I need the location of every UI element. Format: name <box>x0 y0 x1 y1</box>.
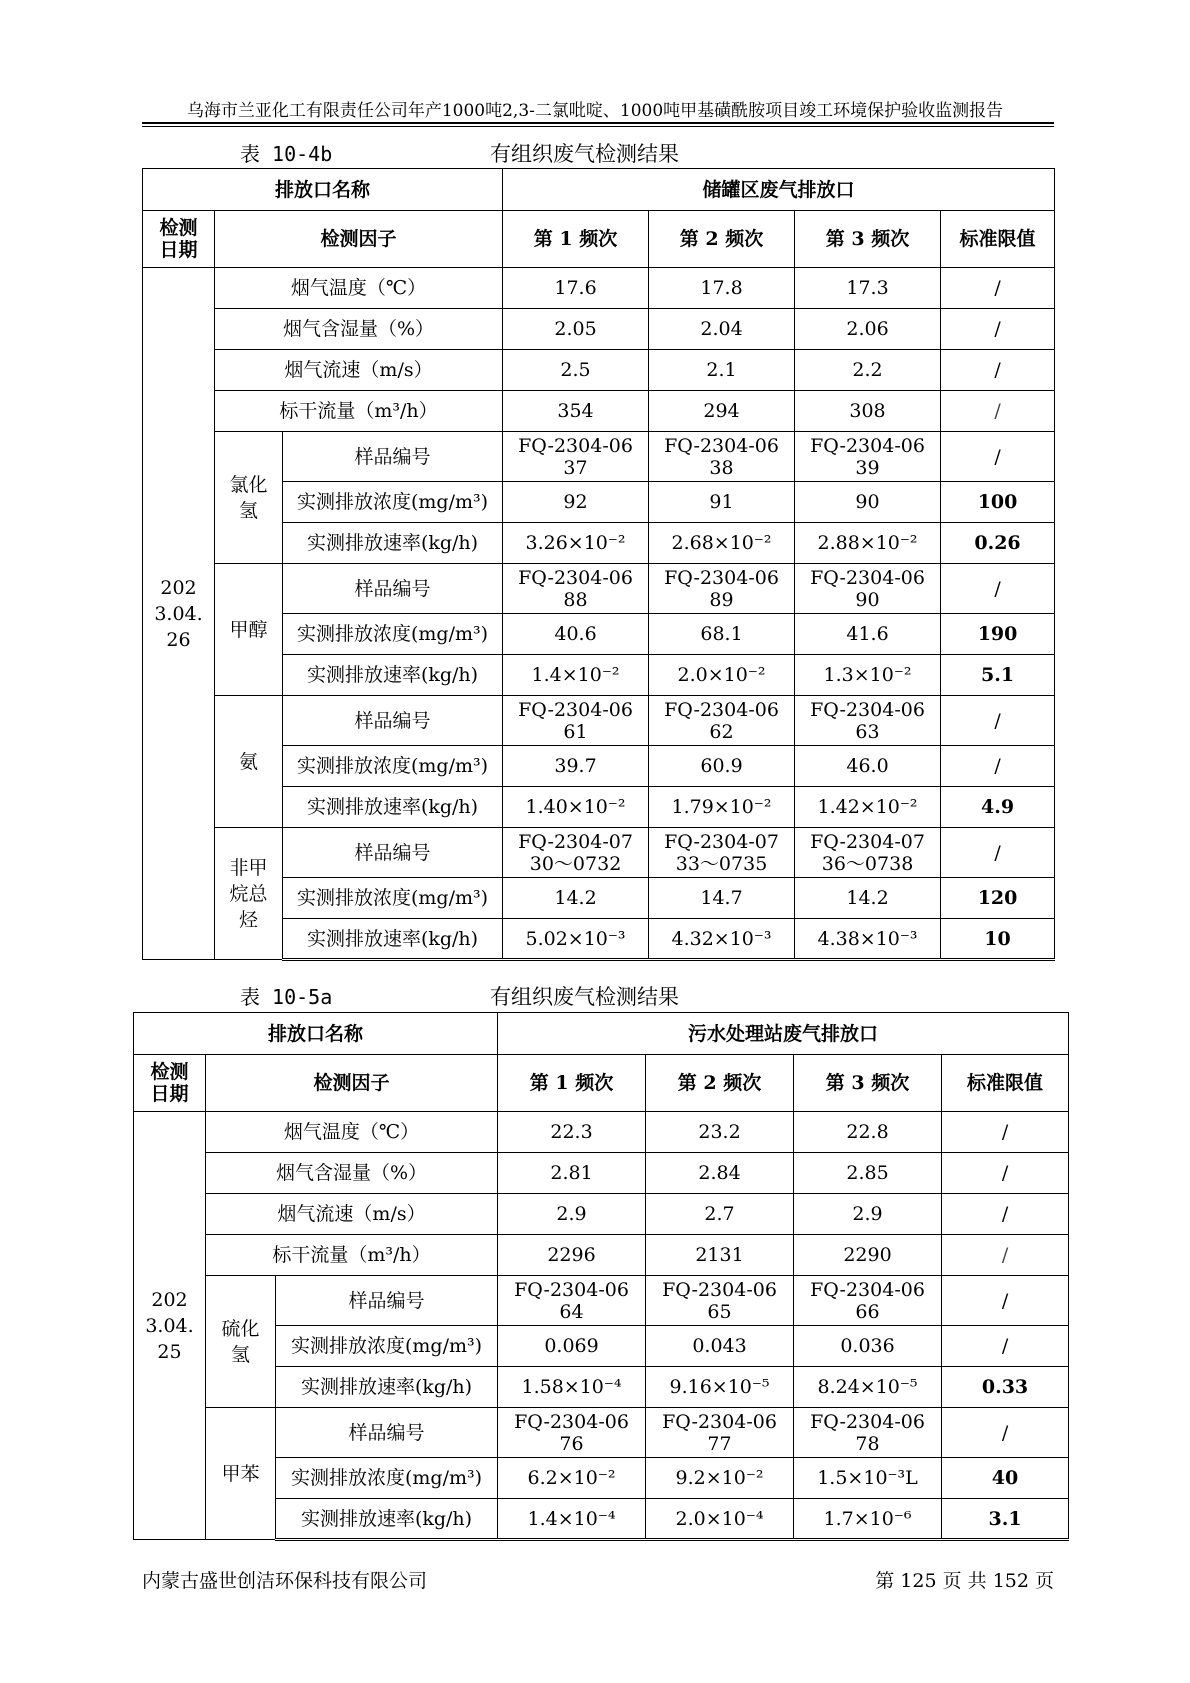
value-cell: 294 <box>649 391 795 432</box>
value-cell: 90 <box>795 482 941 523</box>
column-header: 第 2 频次 <box>649 211 795 268</box>
value-cell: 22.3 <box>498 1112 646 1153</box>
value-cell: 1.4×10⁻⁴ <box>498 1499 646 1540</box>
value-cell: 17.6 <box>503 268 649 309</box>
factor-item: 实测排放速率(kg/h) <box>283 787 503 828</box>
factor-label: 检测因子 <box>206 1055 498 1112</box>
pollutant-name: 氨 <box>215 696 283 828</box>
table-row <box>143 391 1055 432</box>
value-cell: 14.2 <box>795 878 941 919</box>
limit-cell: / <box>942 1112 1069 1153</box>
value-cell: 2.04 <box>649 309 795 350</box>
factor-item: 实测排放速率(kg/h) <box>276 1367 498 1408</box>
column-header: 第 3 频次 <box>794 1055 942 1112</box>
limit-cell: 0.26 <box>941 523 1055 564</box>
outlet-name: 污水处理站废气排放口 <box>498 1013 1069 1055</box>
sample-id-cell: FQ-2304-0736～0738 <box>795 828 941 878</box>
table-row <box>143 350 1055 391</box>
table-row <box>134 1194 1069 1235</box>
outlet-row <box>143 169 1055 211</box>
value-cell: 5.02×10⁻³ <box>503 919 649 960</box>
pollutant-name: 硫化氢 <box>206 1276 276 1408</box>
value-cell: 2.81 <box>498 1153 646 1194</box>
factor-item: 实测排放浓度(mg/m³) <box>283 482 503 523</box>
pollutant-name: 非甲烷总烃 <box>215 828 283 960</box>
value-cell: 2.88×10⁻² <box>795 523 941 564</box>
footer-company: 内蒙古盛世创洁环保科技有限公司 <box>142 1570 428 1592</box>
column-header: 标准限值 <box>942 1055 1069 1112</box>
value-cell: 2.85 <box>794 1153 942 1194</box>
sample-id-cell: FQ-2304-0664 <box>498 1276 646 1326</box>
value-cell: 9.16×10⁻⁵ <box>646 1367 794 1408</box>
value-cell: 41.6 <box>795 614 941 655</box>
table-row <box>134 1408 1069 1458</box>
value-cell: 354 <box>503 391 649 432</box>
factor-item: 样品编号 <box>276 1408 498 1458</box>
value-cell: 2296 <box>498 1235 646 1276</box>
factor-item: 样品编号 <box>283 564 503 614</box>
value-cell: 6.2×10⁻² <box>498 1458 646 1499</box>
value-cell: 68.1 <box>649 614 795 655</box>
value-cell: 0.069 <box>498 1326 646 1367</box>
outlet-label: 排放口名称 <box>143 169 503 211</box>
limit-cell: / <box>942 1153 1069 1194</box>
factor-item: 样品编号 <box>283 828 503 878</box>
value-cell: 1.7×10⁻⁶ <box>794 1499 942 1540</box>
value-cell: 2.2 <box>795 350 941 391</box>
limit-cell: 120 <box>941 878 1055 919</box>
limit-cell: 10 <box>941 919 1055 960</box>
limit-cell: / <box>942 1235 1069 1276</box>
sample-id-cell: FQ-2304-0688 <box>503 564 649 614</box>
value-cell: 4.32×10⁻³ <box>649 919 795 960</box>
factor-item: 实测排放速率(kg/h) <box>283 919 503 960</box>
limit-cell: 190 <box>941 614 1055 655</box>
value-cell: 2.9 <box>794 1194 942 1235</box>
sample-id-cell: FQ-2304-0690 <box>795 564 941 614</box>
table-row <box>134 1276 1069 1326</box>
column-header-row <box>143 211 1055 268</box>
factor-item: 实测排放浓度(mg/m³) <box>283 878 503 919</box>
column-header: 标准限值 <box>941 211 1055 268</box>
value-cell: 60.9 <box>649 746 795 787</box>
sample-id-cell: FQ-2304-0666 <box>794 1276 942 1326</box>
table-row <box>143 432 1055 482</box>
value-cell: 2.9 <box>498 1194 646 1235</box>
sample-id-cell: FQ-2304-0637 <box>503 432 649 482</box>
value-cell: 1.79×10⁻² <box>649 787 795 828</box>
value-cell: 92 <box>503 482 649 523</box>
value-cell: 22.8 <box>794 1112 942 1153</box>
sample-id-cell: FQ-2304-0733～0735 <box>649 828 795 878</box>
sample-id-cell: FQ-2304-0662 <box>649 696 795 746</box>
factor-item: 实测排放速率(kg/h) <box>276 1499 498 1540</box>
table-title: 有组织废气检测结果 <box>490 985 679 1009</box>
value-cell: 17.3 <box>795 268 941 309</box>
table-10-4b <box>142 168 1055 961</box>
sample-id-cell: FQ-2304-0663 <box>795 696 941 746</box>
value-cell: 14.7 <box>649 878 795 919</box>
limit-cell: / <box>942 1276 1069 1326</box>
value-cell: 3.26×10⁻² <box>503 523 649 564</box>
value-cell: 4.38×10⁻³ <box>795 919 941 960</box>
pollutant-name: 氯化氢 <box>215 432 283 564</box>
value-cell: 308 <box>795 391 941 432</box>
factor-name: 烟气流速（m/s） <box>215 350 503 391</box>
column-header: 第 1 频次 <box>498 1055 646 1112</box>
factor-item: 样品编号 <box>283 696 503 746</box>
date-label: 检测日期 <box>143 211 215 268</box>
factor-item: 实测排放浓度(mg/m³) <box>276 1326 498 1367</box>
sample-id-cell: FQ-2304-0677 <box>646 1408 794 1458</box>
value-cell: 1.58×10⁻⁴ <box>498 1367 646 1408</box>
column-header: 第 1 频次 <box>503 211 649 268</box>
table-number: 表 10-4b <box>240 142 333 166</box>
value-cell: 2.68×10⁻² <box>649 523 795 564</box>
test-date: 2023.04.26 <box>143 268 215 960</box>
value-cell: 2290 <box>794 1235 942 1276</box>
sample-id-cell: FQ-2304-0730～0732 <box>503 828 649 878</box>
outlet-name: 储罐区废气排放口 <box>503 169 1055 211</box>
outlet-row <box>134 1013 1069 1055</box>
limit-cell: 3.1 <box>942 1499 1069 1540</box>
limit-cell: / <box>941 391 1055 432</box>
value-cell: 1.5×10⁻³L <box>794 1458 942 1499</box>
sample-id-cell: FQ-2304-0638 <box>649 432 795 482</box>
footer-page-number: 第 125 页 共 152 页 <box>875 1570 1054 1592</box>
value-cell: 2.0×10⁻⁴ <box>646 1499 794 1540</box>
factor-item: 样品编号 <box>283 432 503 482</box>
limit-cell: 100 <box>941 482 1055 523</box>
date-label: 检测日期 <box>134 1055 206 1112</box>
table-row <box>143 309 1055 350</box>
pollutant-name: 甲苯 <box>206 1408 276 1540</box>
limit-cell: 5.1 <box>941 655 1055 696</box>
test-date: 2023.04.25 <box>134 1112 206 1540</box>
value-cell: 46.0 <box>795 746 941 787</box>
limit-cell: / <box>941 746 1055 787</box>
value-cell: 14.2 <box>503 878 649 919</box>
outlet-label: 排放口名称 <box>134 1013 498 1055</box>
value-cell: 0.036 <box>794 1326 942 1367</box>
limit-cell: 0.33 <box>942 1367 1069 1408</box>
limit-cell: / <box>941 828 1055 878</box>
page-header: 乌海市兰亚化工有限责任公司年产1000吨2,3-二氯吡啶、1000吨甲基磺酰胺项目竣工环境保护验收监测报告 <box>186 101 1004 121</box>
limit-cell: / <box>941 268 1055 309</box>
pollutant-name: 甲醇 <box>215 564 283 696</box>
value-cell: 17.8 <box>649 268 795 309</box>
sample-id-cell: FQ-2304-0639 <box>795 432 941 482</box>
table-row <box>134 1153 1069 1194</box>
limit-cell: / <box>941 564 1055 614</box>
value-cell: 91 <box>649 482 795 523</box>
factor-name: 烟气含湿量（%） <box>215 309 503 350</box>
factor-item: 实测排放速率(kg/h) <box>283 523 503 564</box>
value-cell: 39.7 <box>503 746 649 787</box>
value-cell: 2131 <box>646 1235 794 1276</box>
limit-cell: / <box>941 696 1055 746</box>
limit-cell: 40 <box>942 1458 1069 1499</box>
value-cell: 2.84 <box>646 1153 794 1194</box>
value-cell: 23.2 <box>646 1112 794 1153</box>
value-cell: 2.05 <box>503 309 649 350</box>
limit-cell: / <box>942 1408 1069 1458</box>
factor-name: 烟气温度（℃） <box>215 268 503 309</box>
table-row <box>143 828 1055 878</box>
factor-item: 样品编号 <box>276 1276 498 1326</box>
sample-id-cell: FQ-2304-0661 <box>503 696 649 746</box>
column-header-row <box>134 1055 1069 1112</box>
value-cell: 2.5 <box>503 350 649 391</box>
value-cell: 8.24×10⁻⁵ <box>794 1367 942 1408</box>
value-cell: 0.043 <box>646 1326 794 1367</box>
table-row <box>143 696 1055 746</box>
factor-name: 标干流量（m³/h） <box>215 391 503 432</box>
table-row <box>143 268 1055 309</box>
header-rule-thin <box>142 126 1054 127</box>
value-cell: 9.2×10⁻² <box>646 1458 794 1499</box>
sample-id-cell: FQ-2304-0676 <box>498 1408 646 1458</box>
factor-item: 实测排放速率(kg/h) <box>283 655 503 696</box>
table-caption <box>240 138 332 167</box>
factor-item: 实测排放浓度(mg/m³) <box>283 614 503 655</box>
factor-item: 实测排放浓度(mg/m³) <box>283 746 503 787</box>
limit-cell: / <box>941 432 1055 482</box>
value-cell: 1.42×10⁻² <box>795 787 941 828</box>
limit-cell: / <box>942 1194 1069 1235</box>
value-cell: 1.3×10⁻² <box>795 655 941 696</box>
table-caption <box>240 981 332 1010</box>
sample-id-cell: FQ-2304-0678 <box>794 1408 942 1458</box>
table-10-5a <box>133 1012 1069 1541</box>
sample-id-cell: FQ-2304-0689 <box>649 564 795 614</box>
table-row <box>143 564 1055 614</box>
value-cell: 40.6 <box>503 614 649 655</box>
value-cell: 2.1 <box>649 350 795 391</box>
limit-cell: / <box>941 350 1055 391</box>
value-cell: 2.06 <box>795 309 941 350</box>
limit-cell: 4.9 <box>941 787 1055 828</box>
header-rule <box>142 122 1054 124</box>
column-header: 第 2 频次 <box>646 1055 794 1112</box>
table-number: 表 10-5a <box>240 985 333 1009</box>
table-row <box>134 1112 1069 1153</box>
factor-item: 实测排放浓度(mg/m³) <box>276 1458 498 1499</box>
factor-label: 检测因子 <box>215 211 503 268</box>
value-cell: 2.7 <box>646 1194 794 1235</box>
factor-name: 标干流量（m³/h） <box>206 1235 498 1276</box>
table-title: 有组织废气检测结果 <box>490 142 679 166</box>
factor-name: 烟气流速（m/s） <box>206 1194 498 1235</box>
factor-name: 烟气含湿量（%） <box>206 1153 498 1194</box>
value-cell: 2.0×10⁻² <box>649 655 795 696</box>
column-header: 第 3 频次 <box>795 211 941 268</box>
table-row <box>134 1235 1069 1276</box>
sample-id-cell: FQ-2304-0665 <box>646 1276 794 1326</box>
limit-cell: / <box>941 309 1055 350</box>
factor-name: 烟气温度（℃） <box>206 1112 498 1153</box>
value-cell: 1.40×10⁻² <box>503 787 649 828</box>
limit-cell: / <box>942 1326 1069 1367</box>
value-cell: 1.4×10⁻² <box>503 655 649 696</box>
